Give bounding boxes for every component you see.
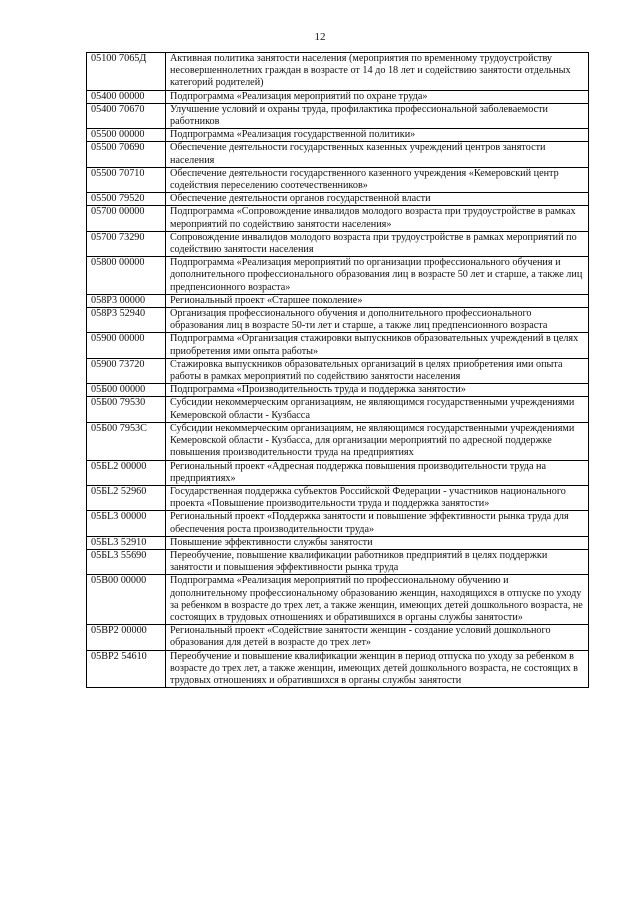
row-code: 05Б00 79530 xyxy=(87,397,166,422)
table-row xyxy=(87,485,589,510)
table-row xyxy=(87,460,589,485)
row-code: 05БL3 52910 xyxy=(87,536,166,549)
row-code: 05500 70710 xyxy=(87,167,166,192)
table-row xyxy=(87,650,589,688)
row-code: 05800 00000 xyxy=(87,257,166,295)
table-row xyxy=(87,231,589,256)
row-description: Государственная поддержка субъектов Российской Федерации - участников национального проекта «Повышение производительности труда и поддержка занятости» xyxy=(166,485,589,510)
table-row xyxy=(87,308,589,333)
table-row xyxy=(87,575,589,625)
row-description: Подпрограмма «Производительность труда и поддержка занятости» xyxy=(166,384,589,397)
table-row xyxy=(87,536,589,549)
row-code: 05БL3 55690 xyxy=(87,549,166,574)
row-code: 05500 00000 xyxy=(87,129,166,142)
row-description: Подпрограмма «Реализация мероприятий по профессиональному обучению и дополнительному профессиональному образованию женщин, находящихся в отпуске по уходу за ребенком в возрасте до трех лет, а также женщин, имеющих детей дошкольного возраста, не состоящих в трудовых отношениях и обратившихся в органы службы занятости» xyxy=(166,575,589,625)
table-row xyxy=(87,549,589,574)
row-description: Подпрограмма «Организация стажировки выпускников образовательных учреждений в целях приобретения ими опыта работы» xyxy=(166,333,589,358)
row-code: 05900 73720 xyxy=(87,358,166,383)
budget-codes-table xyxy=(86,52,589,688)
row-description: Переобучение и повышение квалификации женщин в период отпуска по уходу за ребенком в возрасте до трех лет, а также женщин, имеющих детей дошкольного возраста, не состоящих в трудовых отношениях и обратившихся в органы службы занятости xyxy=(166,650,589,688)
row-code: 05В00 00000 xyxy=(87,575,166,625)
row-description: Субсидии некоммерческим организациям, не являющимся государственными учреждениями Кемеровской области - Кузбасса, для организации мероприятий по адресной поддержке повышения производительности труда на предприятиях xyxy=(166,422,589,460)
row-code: 05400 70670 xyxy=(87,103,166,128)
row-code: 05400 00000 xyxy=(87,90,166,103)
table-row xyxy=(87,129,589,142)
row-code: 05Б00 7953С xyxy=(87,422,166,460)
row-description: Переобучение, повышение квалификации работников предприятий в целях поддержки занятости и повышения эффективности рынка труда xyxy=(166,549,589,574)
table-row xyxy=(87,384,589,397)
row-description: Субсидии некоммерческим организациям, не являющимся государственными учреждениями Кемеровской области - Кузбасса xyxy=(166,397,589,422)
table-row xyxy=(87,511,589,536)
row-description: Подпрограмма «Реализация мероприятий по охране труда» xyxy=(166,90,589,103)
row-code: 05700 73290 xyxy=(87,231,166,256)
row-code: 05700 00000 xyxy=(87,206,166,231)
row-description: Подпрограмма «Реализация мероприятий по организации профессионального обучения и дополнительного профессионального образования лиц в возрасте 50 лет и старше, а также лиц предпенсионного возраста» xyxy=(166,257,589,295)
table-row xyxy=(87,333,589,358)
table-row xyxy=(87,625,589,650)
row-code: 058Р3 00000 xyxy=(87,294,166,307)
row-code: 05БL2 00000 xyxy=(87,460,166,485)
row-code: 05БL3 00000 xyxy=(87,511,166,536)
row-description: Повышение эффективности службы занятости xyxy=(166,536,589,549)
row-code: 05100 7065Д xyxy=(87,53,166,91)
row-code: 05ВР2 00000 xyxy=(87,625,166,650)
table-row xyxy=(87,103,589,128)
table-row xyxy=(87,294,589,307)
row-description: Региональный проект «Содействие занятости женщин - создание условий дошкольного образования для детей в возрасте до трех лет» xyxy=(166,625,589,650)
row-description: Сопровождение инвалидов молодого возраста при трудоустройстве в рамках мероприятий по содействию занятости населения xyxy=(166,231,589,256)
row-description: Подпрограмма «Сопровождение инвалидов молодого возраста при трудоустройстве в рамках мероприятий по содействию занятости населения» xyxy=(166,206,589,231)
row-description: Организация профессионального обучения и дополнительного профессионального образования лиц в возрасте 50-ти лет и старше, а также лиц предпенсионного возраста xyxy=(166,308,589,333)
table-row xyxy=(87,206,589,231)
table-row xyxy=(87,142,589,167)
row-description: Региональный проект «Адресная поддержка повышения производительности труда на предприятиях» xyxy=(166,460,589,485)
row-description: Региональный проект «Старшее поколение» xyxy=(166,294,589,307)
row-description: Обеспечение деятельности государственного казенного учреждения «Кемеровский центр содействия переселению соотечественников» xyxy=(166,167,589,192)
row-description: Обеспечение деятельности органов государственной власти xyxy=(166,193,589,206)
row-description: Активная политика занятости населения (мероприятия по временному трудоустройству несовершеннолетних граждан в возрасте от 14 до 18 лет и содействию занятости отдельных категорий родителей) xyxy=(166,53,589,91)
row-code: 05БL2 52960 xyxy=(87,485,166,510)
row-description: Стажировка выпускников образовательных организаций в целях приобретения ими опыта работы в рамках мероприятий по содействию занятости населения xyxy=(166,358,589,383)
row-code: 05500 70690 xyxy=(87,142,166,167)
row-code: 05900 00000 xyxy=(87,333,166,358)
table-row xyxy=(87,90,589,103)
table-row xyxy=(87,358,589,383)
table-row xyxy=(87,422,589,460)
page-number: 12 xyxy=(314,31,326,43)
row-code: 05ВР2 54610 xyxy=(87,650,166,688)
row-code: 05500 79520 xyxy=(87,193,166,206)
row-description: Региональный проект «Поддержка занятости и повышение эффективности рынка труда для обеспечения роста производительности труда» xyxy=(166,511,589,536)
row-code: 05Б00 00000 xyxy=(87,384,166,397)
table-row xyxy=(87,397,589,422)
table-row xyxy=(87,193,589,206)
table-row xyxy=(87,53,589,91)
table-row xyxy=(87,167,589,192)
row-description: Обеспечение деятельности государственных казенных учреждений центров занятости населения xyxy=(166,142,589,167)
table-row xyxy=(87,257,589,295)
row-code: 058Р3 52940 xyxy=(87,308,166,333)
row-description: Улучшение условий и охраны труда, профилактика профессиональной заболеваемости работников xyxy=(166,103,589,128)
row-description: Подпрограмма «Реализация государственной политики» xyxy=(166,129,589,142)
table-body xyxy=(87,53,589,688)
